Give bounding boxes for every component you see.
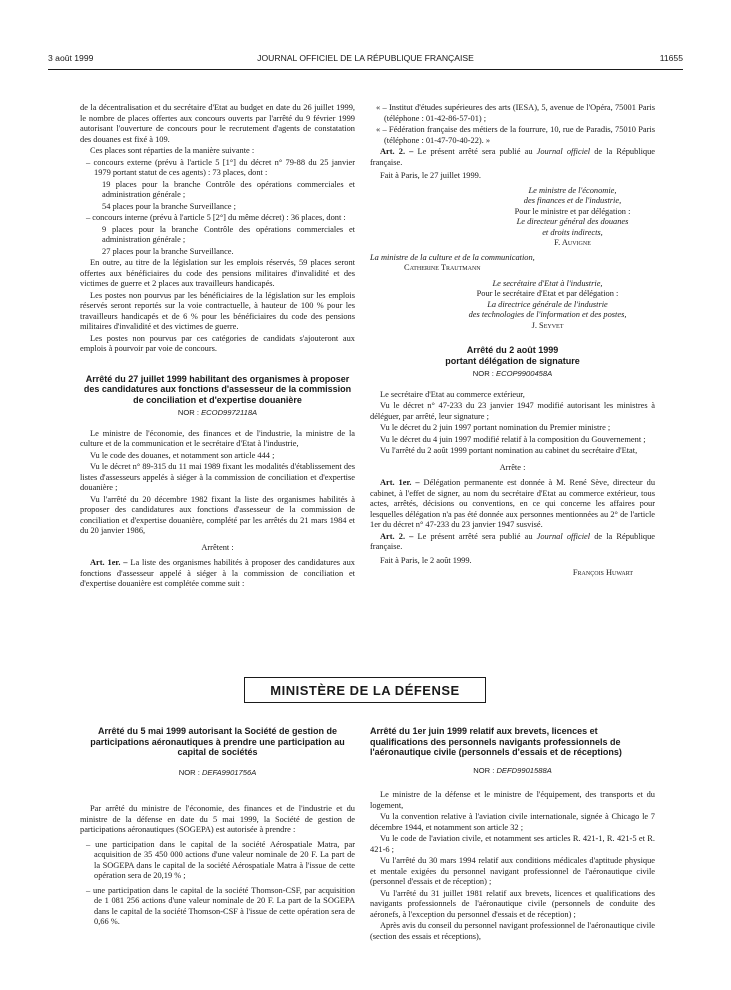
paragraph: Le ministre de la défense et le ministre de l'équipement, des transports et du logement,	[370, 790, 655, 810]
list-item: « – Fédération française des métiers de la fourrure, 10, rue de Paradis, 75010 Paris (téléphone : 01-47-70-40-22). »	[376, 125, 655, 145]
signature-delegation: Pour le secrétaire d'Etat et par délégation :	[476, 289, 619, 298]
fait-line: Fait à Paris, le 27 juillet 1999.	[380, 171, 481, 180]
article-paragraph	[370, 532, 655, 553]
paragraph: Vu l'arrêté du 30 mars 1994 relatif aux conditions médicales d'aptitude physique et mentale exigées du personnel navigant professionnel de l'aéronautique civile (personnel d'essais et de réception) ;	[370, 856, 655, 886]
article-label: Art. 1er. –	[90, 558, 128, 567]
signature-delegation: Pour le ministre et par délégation :	[514, 206, 631, 216]
list-item: 19 places pour la branche Contrôle des opérations commerciales et administration générale ;	[102, 179, 355, 199]
paragraph: Vu le décret n° 89-315 du 11 mai 1989 fixant les modalités d'établissement des listes d'assesseurs appelés à siéger à la commission de conciliation et d'expertise douanière ;	[80, 462, 355, 492]
right-column-bottom	[370, 726, 655, 976]
left-column-bottom	[80, 726, 355, 976]
signature-name: Catherine Trautmann	[404, 263, 481, 272]
arrete-title: Arrêté du 5 mai 1999 autorisant la Société de gestion de participations aéronautiques à prendre une participation au capital de sociétés	[90, 726, 345, 757]
signature-name: F. Auvigne	[554, 238, 591, 247]
ministry-heading	[244, 677, 486, 703]
page-number: 11655	[659, 53, 683, 63]
article-paragraph	[80, 558, 355, 590]
paragraph: Vu le décret du 2 juin 1997 portant nomination du Premier ministre ;	[380, 423, 611, 432]
signature-role: Le secrétaire d'Etat à l'industrie,	[492, 278, 603, 288]
paragraph: Les postes non pourvus par les bénéficiaires de la législation sur les emplois réservés seront reportés sur la voie contractuelle, à hauteur de 100 % pour les travailleurs handicapés et de 6 % pour les bénéficiaires du code des pensions militaires d'invalidité et des victimes de guerre.	[80, 290, 355, 331]
paragraph: Ces places sont réparties de la manière suivante :	[90, 146, 255, 155]
paragraph: En outre, au titre de la législation sur les emplois réservés, 59 places seront offertes aux bénéficiaires du code des pensions militaires d'invalidité et des victimes de guerre et 2 places aux travailleurs handicapés.	[80, 258, 355, 288]
journal-reference: Journal officiel	[536, 531, 591, 541]
paragraph: Le ministre de l'économie, des finances et de l'industrie, la ministre de la culture et de la communication et le secrétaire d'Etat à l'industrie,	[80, 428, 355, 448]
signature-role: et droits indirects,	[542, 227, 603, 237]
list-item: – concours externe (prévu à l'article 5 [1°] du décret n° 79-88 du 25 janvier 1979 portant statut de ces agents) : 73 places, dont :	[86, 157, 355, 177]
right-column-top	[370, 103, 655, 663]
list-item: « – Institut d'études supérieures des arts (IESA), 5, avenue de l'Opéra, 75001 Paris (téléphone : 01-42-86-57-01) ;	[376, 103, 655, 123]
paragraph: Le secrétaire d'Etat au commerce extérieur,	[380, 389, 525, 399]
fait-line: Fait à Paris, le 2 août 1999.	[380, 555, 472, 565]
signature-role: La directrice générale de l'industrie	[487, 299, 608, 309]
arrete-title: Arrêté du 27 juillet 1999 habilitant des organismes à proposer des candidatures aux fonctions d'assesseur de la commission de conciliation et d'expertise douanière	[83, 373, 352, 405]
list-item: 54 places pour la branche Surveillance ;	[102, 201, 236, 211]
paragraph: Vu l'arrêté du 31 juillet 1981 relatif aux brevets, licences et qualifications des navigants professionnels de l'aéronautique civile (personnels de conduite des aéronefs, à l'exception du personnel d'essais et de réception) ;	[370, 888, 655, 919]
paragraph: Vu l'arrêté du 2 août 1999 portant nomination au cabinet du secrétaire d'Etat,	[380, 446, 638, 455]
article-label: Art. 2. –	[380, 531, 414, 541]
header-date: 3 août 1999	[48, 53, 94, 63]
nor-reference	[370, 766, 655, 777]
signature-name: François Huwart	[572, 568, 633, 577]
nor-label: NOR :	[473, 765, 495, 775]
paragraph: Par arrêté du ministre de l'économie, des finances et de l'industrie et du ministre de la défense en date du 5 mai 1999, la Société de gestion de participations aéronautiques (SOGEPA) est autorisée à prendre :	[80, 804, 355, 834]
list-item: 9 places pour la branche Contrôle des opérations commerciales et administration générale ;	[102, 224, 355, 244]
paragraph: Les postes non pourvus par ces catégories de candidats s'ajouteront aux emplois à pourvoir par voie de concours.	[80, 333, 355, 353]
signature-role: des technologies de l'information et des postes,	[468, 310, 627, 319]
article-text: Le présent arrêté sera publié au	[417, 147, 533, 156]
signature-role: Le directeur général des douanes	[516, 217, 629, 226]
article-paragraph	[370, 478, 655, 531]
paragraph: Vu l'arrêté du 20 décembre 1982 fixant la liste des organismes habilités à proposer des candidatures aux fonctions d'assesseur de la commission de conciliation et d'expertise douanière, complété par les arrêtés du 21 mars 1984 et du 20 janvier 1986,	[80, 494, 355, 535]
header-rule	[48, 69, 683, 70]
arrete-subtitle: portant délégation de signature	[445, 355, 580, 366]
signature-role: des finances et de l'industrie,	[523, 196, 622, 205]
paragraph: Vu la convention relative à l'aviation civile internationale, signée à Chicago le 7 décembre 1944, et notamment son article 32 ;	[370, 812, 655, 832]
arrete-title: Arrêté du 2 août 1999	[466, 345, 559, 355]
arretent-heading: Arrêtent :	[201, 542, 234, 552]
paragraph: Vu le décret du 4 juin 1997 modifié relatif à la composition du Gouvernement ;	[380, 434, 646, 444]
left-column-top	[80, 103, 355, 663]
article-label: Art. 2. –	[380, 147, 414, 156]
article-text: de la République française.	[370, 147, 655, 167]
arrete-heading: Arrête :	[499, 462, 526, 472]
signature-role: La ministre de la culture et de la communication,	[370, 252, 535, 262]
nor-reference	[80, 408, 355, 419]
article-text: de la République française.	[370, 531, 655, 551]
journal-reference: Journal officiel	[536, 147, 591, 156]
signature-role: Le ministre de l'économie,	[528, 185, 617, 195]
nor-code: ECOD9972118A	[201, 408, 258, 417]
article-text: La liste des organismes habilités à proposer des candidatures aux fonctions d'assesseur appelé à siéger à la commission de conciliation et d'expertise douanière est complétée comme suit :	[80, 558, 355, 588]
paragraph: Vu le décret n° 47-233 du 23 janvier 1947 modifié autorisant les ministres à déléguer, par arrêté, leur signature ;	[370, 401, 655, 421]
paragraph: Après avis du conseil du personnel navigant professionnel de l'aéronautique civile (section des essais et réceptions),	[370, 921, 655, 941]
nor-reference	[80, 768, 355, 779]
paragraph: de la décentralisation et du secrétaire d'Etat au budget en date du 26 juillet 1999, le nombre de places offertes aux concours ouverts par l'arrêté du 9 février 1999 autorisant l'ouverture de concours pour le recrutement d'agents de constatation des douanes est fixé à 109.	[80, 103, 355, 144]
page-header	[48, 53, 683, 67]
paragraph: Vu le code des douanes, et notamment son article 444 ;	[90, 450, 275, 460]
list-item: – concours interne (prévu à l'article 5 [2°] du même décret) : 36 places, dont :	[86, 213, 346, 222]
nor-label: NOR :	[178, 767, 200, 777]
list-item: – une participation dans le capital de la société Aérospatiale Matra, par acquisition de 35 450 000 actions d'une valeur nominale de 20 F. La part de la SOGEPA dans le capital de la société Aérospatiale Matra à l'issue de cette opération sera de 20,19 % ;	[86, 839, 355, 880]
list-item: 27 places pour la branche Surveillance.	[102, 246, 234, 256]
article-paragraph	[370, 147, 655, 168]
nor-reference	[370, 369, 655, 380]
article-label: Art. 1er. –	[380, 478, 420, 487]
nor-label: NOR :	[472, 369, 494, 378]
journal-title: JOURNAL OFFICIEL DE LA RÉPUBLIQUE FRANÇAISE	[257, 53, 474, 63]
paragraph: Vu le code de l'aviation civile, et notamment ses articles R. 421-1, R. 421-5 et R. 421-6 ;	[370, 834, 655, 854]
signature-block-industry	[370, 279, 655, 332]
ministry-label: MINISTÈRE DE LA DÉFENSE	[270, 682, 460, 698]
nor-code: ECOP9900458A	[496, 369, 553, 378]
signature-name: J. Seyvet	[531, 320, 564, 330]
nor-code: DEFA9901756A	[201, 767, 257, 777]
signature-block-culture	[370, 253, 655, 274]
arrete-title: Arrêté du 1er juin 1999 relatif aux brevets, licences et qualifications des personnels navigants professionnels de l'aéronautique civile (personnels d'essais et de réceptions)	[370, 726, 622, 757]
article-text: Le présent arrêté sera publié au	[417, 531, 533, 541]
nor-label: NOR :	[177, 408, 199, 417]
article-text: Délégation permanente est donnée à M. René Sève, directeur du cabinet, à l'effet de signer, au nom du secrétaire d'Etat au commerce extérieur, tous actes, arrêtés, décisions ou conventions, en ce qui concerne les affaires pour lesquelles délégation n'a pas été donnée aux personnes mentionnées au 2° de l'article 1er du décret n° 47-233 du 23 janvier 1947 susvisé.	[370, 478, 655, 529]
list-item: – une participation dans le capital de la société Thomson-CSF, par acquisition de 1 081 256 actions d'une valeur nominale de 20 F. La part de la SOGEPA dans le capital de la société Thomson-CSF à l'issue de cette opération sera de 0,66 %.	[86, 885, 355, 926]
nor-code: DEFD9901588A	[496, 765, 552, 775]
signature-block-minister	[370, 186, 655, 249]
